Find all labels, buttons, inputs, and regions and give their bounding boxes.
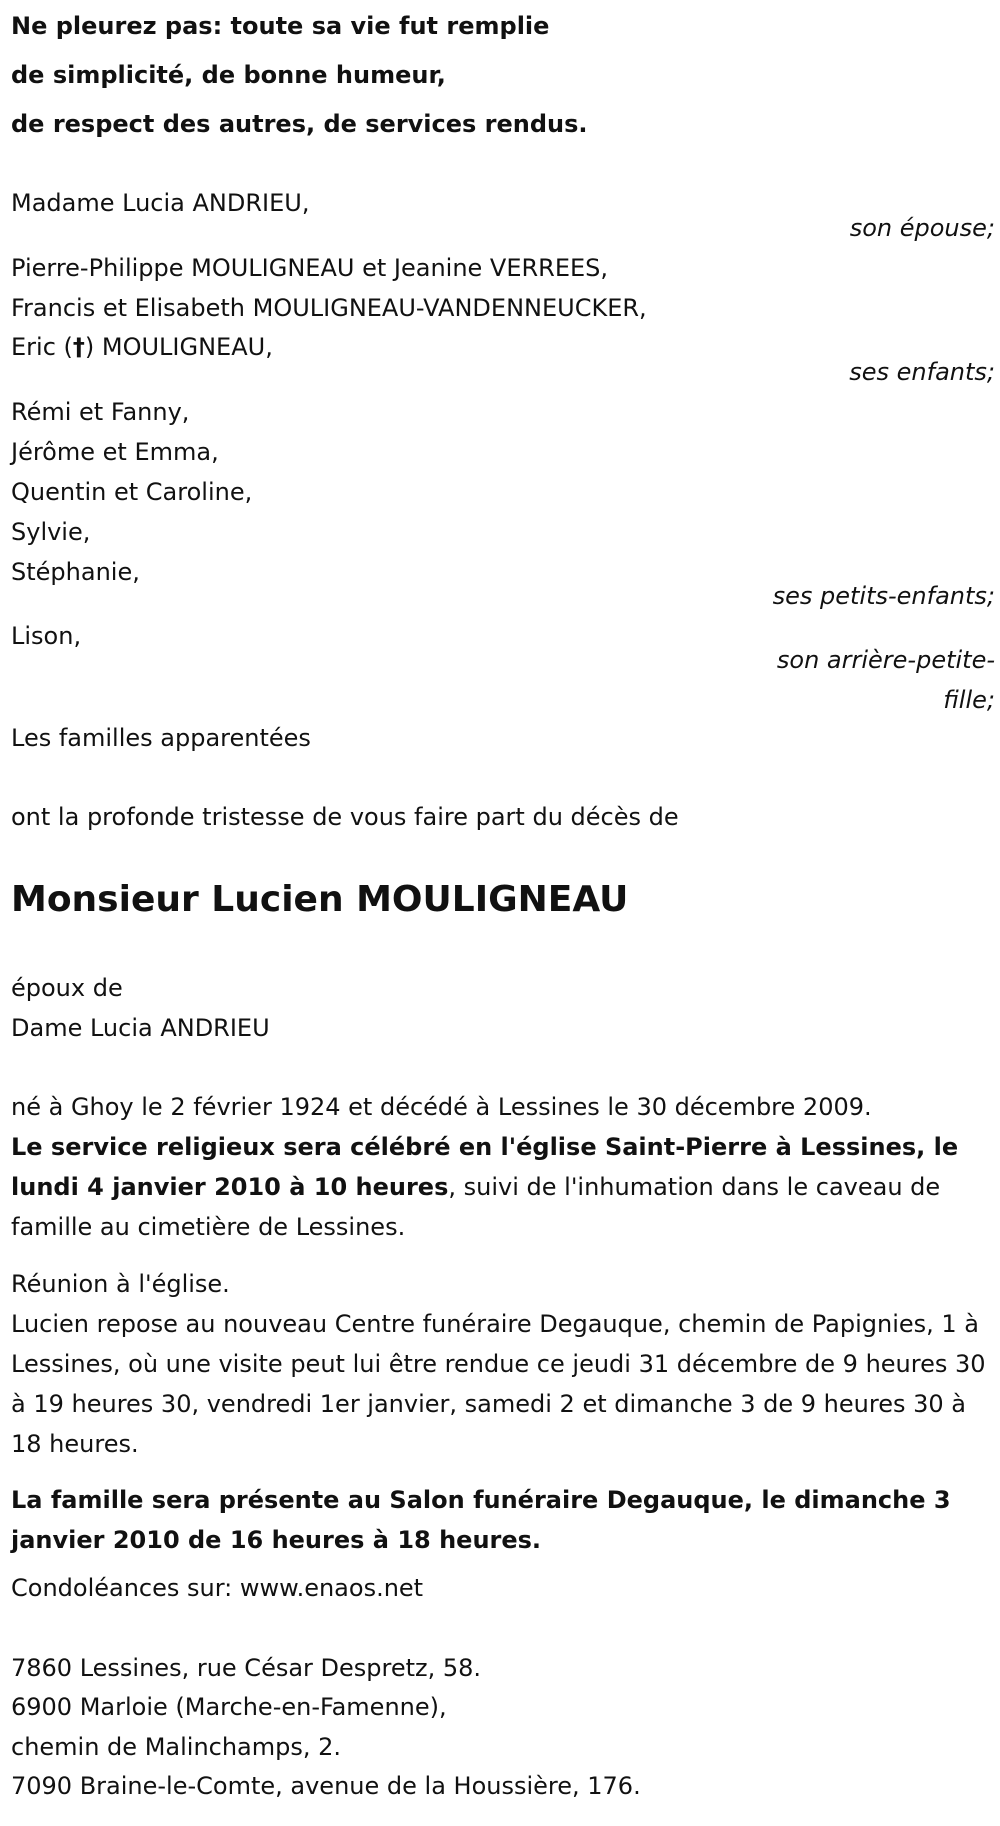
child-line-3 (11, 327, 273, 367)
deceased-spouse-line-1: époux de (11, 974, 123, 1002)
grandchild-line-2: Jérôme et Emma, (11, 438, 219, 466)
motto-line-3: de respect des autres, de services rendus. (11, 110, 588, 138)
motto-line-1: Ne pleurez pas: toute sa vie fut remplie (11, 12, 550, 40)
condolences-text: Condoléances sur: www.enaos.net (11, 1574, 424, 1602)
service-rest-text: , suivi de l'inhumation dans le caveau de famille au cimetière de Lessines. (11, 1173, 941, 1241)
great-grandchild-role-line-2: fille; (943, 686, 995, 714)
address-line-1: 7860 Lessines, rue César Despretz, 58. (11, 1654, 482, 1682)
child-eric-suffix: ) MOULIGNEAU, (84, 333, 273, 361)
grandchild-line-4: Sylvie, (11, 518, 91, 546)
deceased-spouse-line-2: Dame Lucia ANDRIEU (11, 1014, 270, 1042)
grandchild-line-3: Quentin et Caroline, (11, 478, 253, 506)
children-role: ses enfants; (849, 358, 995, 386)
spouse-role: son épouse; (849, 214, 995, 242)
service-bold-text: Le service religieux sera célébré en l'église Saint-Pierre à Lessines, le lundi 4 janvier 2010 à 10 heures (11, 1133, 959, 1201)
grandchild-line-1: Rémi et Fanny, (11, 398, 190, 426)
relatives-text: Les familles apparentées (11, 724, 311, 752)
great-grandchild-role-line-1: son arrière-petite- (776, 646, 995, 674)
service-paragraph (11, 1127, 986, 1247)
family-presence-paragraph: La famille sera présente au Salon funéraire Degauque, le dimanche 3 janvier 2010 de 16 heures à 18 heures. (11, 1486, 951, 1554)
child-line-1: Pierre-Philippe MOULIGNEAU et Jeanine VERREES, (11, 254, 609, 282)
address-line-3: chemin de Malinchamps, 2. (11, 1733, 342, 1761)
spouse-name: Madame Lucia ANDRIEU, (11, 189, 310, 217)
child-eric-prefix: Eric ( (11, 333, 73, 361)
grandchild-line-5: Stéphanie, (11, 558, 140, 586)
motto-line-2: de simplicité, de bonne humeur, (11, 61, 446, 89)
cross-icon: † (72, 333, 85, 361)
visitation-paragraph: Lucien repose au nouveau Centre funéraire Degauque, chemin de Papignies, 1 à Lessines, où une visite peut lui être rendue ce jeudi 31 décembre de 9 heures 30 à 19 heures 30, vendredi 1er janvier, samedi 2 et dimanche 3 de 9 heures 30 à 18 heures. (11, 1310, 986, 1458)
meeting-text: Réunion à l'église. (11, 1270, 230, 1298)
child-line-2: Francis et Elisabeth MOULIGNEAU-VANDENNEUCKER, (11, 294, 647, 322)
grandchildren-role: ses petits-enfants; (772, 582, 995, 610)
address-line-4: 7090 Braine-le-Comte, avenue de la Houssière, 176. (11, 1772, 641, 1800)
deceased-name: Monsieur Lucien MOULIGNEAU (11, 879, 629, 920)
great-grandchild-name: Lison, (11, 622, 82, 650)
announcement-text: ont la profonde tristesse de vous faire part du décès de (11, 803, 679, 831)
birth-death-text: né à Ghoy le 2 février 1924 et décédé à Lessines le 30 décembre 2009. (11, 1093, 872, 1121)
address-line-2: 6900 Marloie (Marche-en-Famenne), (11, 1693, 447, 1721)
